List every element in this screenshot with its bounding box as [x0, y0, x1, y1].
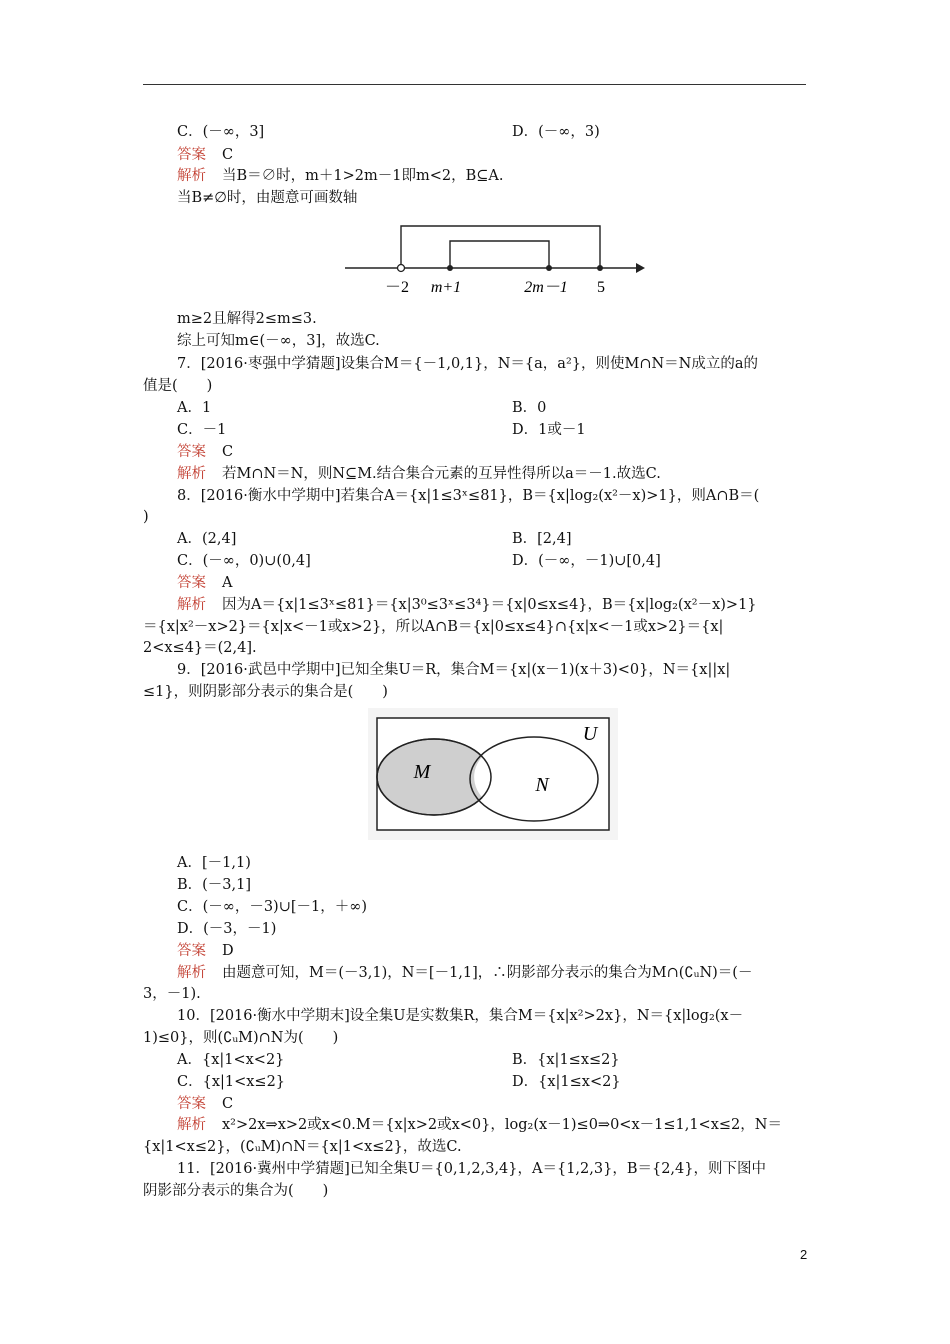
q8-option-d: D．(－∞，－1)∪[0,4]	[512, 553, 661, 569]
q8-analysis-2: ＝{x|x²－x>2}＝{x|x<－1或x>2}，所以A∩B＝{x|0≤x≤4}∩{x|x<－1或x>2}＝{x|	[143, 619, 724, 635]
axis-label-3: 2m－1	[524, 279, 568, 296]
q9-option-a: A．[－1,1)	[177, 855, 251, 871]
analysis-text: 由题意可知，M＝(－3,1)，N＝[－1,1]，∴阴影部分表示的集合为M∩(∁ᵤN)＝(－	[222, 965, 753, 981]
q7-option-d: D．1或－1	[512, 422, 586, 438]
answer-label: 答案	[177, 444, 206, 460]
q6-analysis-3: m≥2且解得2≤m≤3.	[177, 311, 317, 327]
q6-option-c: C．(－∞，3]	[177, 124, 265, 140]
point-m-plus-1	[447, 265, 453, 271]
q9-stem-2: ≤1}，则阴影部分表示的集合是( )	[143, 684, 388, 700]
axis-label-2: m+1	[430, 279, 462, 296]
q7-analysis	[177, 464, 661, 484]
analysis-text: x²>2x⇒x>2或x<0.M＝{x|x>2或x<0}，log₂(x－1)≤0⇒0<x－1≤1,1<x≤2，N＝	[222, 1117, 782, 1133]
q6-answer	[177, 145, 233, 165]
q7-option-a: A．1	[177, 400, 212, 416]
q10-option-a: A．{x|1<x<2}	[177, 1052, 285, 1068]
axis-label-1: －2	[384, 279, 410, 296]
page-number: 2	[800, 1247, 808, 1262]
q8-answer	[177, 573, 232, 593]
q10-option-d: D．{x|1≤x<2}	[512, 1074, 621, 1090]
point-2m-minus-1	[546, 265, 552, 271]
q9-answer	[177, 941, 234, 961]
q8-option-a: A．(2,4]	[177, 531, 237, 547]
answer-label: 答案	[177, 147, 206, 163]
answer-value: C	[222, 147, 234, 163]
q8-stem-2: )	[143, 509, 149, 525]
q6-analysis-2: 当B≠∅时，由题意可画数轴	[177, 190, 358, 206]
analysis-text: 因为A＝{x|1≤3ˣ≤81}＝{x|3⁰≤3ˣ≤3⁴}＝{x|0≤x≤4}，B＝{x|log₂(x²－x)>1}	[222, 597, 757, 613]
answer-value: C	[222, 444, 234, 460]
axis-label-4: 5	[597, 279, 605, 296]
answer-value: C	[222, 1096, 234, 1112]
open-point	[398, 265, 405, 272]
analysis-label: 解析	[177, 168, 206, 184]
q9-analysis-1	[177, 963, 752, 983]
q9-option-d: D．(－3，－1)	[177, 921, 277, 937]
q7-stem-2: 值是( )	[143, 378, 213, 394]
q8-option-b: B．[2,4]	[512, 531, 572, 547]
answer-value: D	[222, 943, 234, 959]
q10-option-c: C．{x|1<x≤2}	[177, 1074, 286, 1090]
answer-value: A	[222, 575, 233, 591]
q10-stem-2: 1)≤0}，则(∁ᵤM)∩N为( )	[143, 1030, 339, 1046]
q10-answer	[177, 1094, 233, 1114]
answer-label: 答案	[177, 1096, 206, 1112]
analysis-label: 解析	[177, 1117, 206, 1133]
q8-option-c: C．(－∞，0)∪(0,4]	[177, 553, 311, 569]
q7-answer	[177, 442, 233, 462]
q11-stem-1: 11．[2016·冀州中学猜题]已知全集U＝{0,1,2,3,4}，A＝{1,2,3}，B＝{2,4}，则下图中	[177, 1161, 766, 1177]
analysis-label: 解析	[177, 466, 206, 482]
q8-analysis-1	[177, 595, 757, 615]
q9-stem-1: 9．[2016·武邑中学期中]已知全集U＝R，集合M＝{x|(x－1)(x＋3)<0}，N＝{x||x|	[177, 662, 731, 678]
q10-analysis-1	[177, 1115, 782, 1135]
label-n: N	[535, 774, 549, 796]
q9-analysis-2: 3，－1).	[143, 986, 201, 1002]
q10-option-b: B．{x|1≤x≤2}	[512, 1052, 620, 1068]
q6-analysis-1	[177, 166, 504, 186]
analysis-text: 若M∩N＝N，则N⊆M.结合集合元素的互异性得所以a＝－1.故选C.	[222, 466, 661, 482]
header-rule	[143, 84, 806, 85]
answer-label: 答案	[177, 575, 206, 591]
q8-stem-1: 8．[2016·衡水中学期中]若集合A＝{x|1≤3ˣ≤81}，B＝{x|log₂(x²－x)>1}，则A∩B＝(	[177, 488, 760, 504]
label-m: M	[413, 761, 431, 783]
point-5	[597, 265, 603, 271]
analysis-text: 当B＝∅时，m＋1>2m－1即m<2，B⊆A.	[222, 168, 504, 184]
venn-diagram-figure	[368, 708, 618, 840]
q7-stem-1: 7．[2016·枣强中学猜题]设集合M＝{－1,0,1}，N＝{a，a²}，则使M∩N＝N成立的a的	[177, 356, 758, 372]
q7-option-b: B．0	[512, 400, 547, 416]
answer-label: 答案	[177, 943, 206, 959]
q6-option-d: D．(－∞，3)	[512, 124, 600, 140]
q9-option-c: C．(－∞，－3)∪[－1，＋∞)	[177, 899, 367, 915]
q8-analysis-3: 2<x≤4}＝(2,4].	[143, 640, 257, 656]
label-u: U	[582, 723, 598, 745]
q9-option-b: B．(－3,1]	[177, 877, 252, 893]
q11-stem-2: 阴影部分表示的集合为( )	[143, 1183, 329, 1199]
q6-analysis-4: 综上可知m∈(－∞，3]，故选C.	[177, 333, 380, 349]
number-line-figure	[340, 212, 650, 304]
analysis-label: 解析	[177, 597, 206, 613]
q7-option-c: C．－1	[177, 422, 227, 438]
analysis-label: 解析	[177, 965, 206, 981]
q10-stem-1: 10．[2016·衡水中学期末]设全集U是实数集R，集合M＝{x|x²>2x}，N＝{x|log₂(x－	[177, 1008, 744, 1024]
q10-analysis-2: {x|1<x≤2}，(∁ᵤM)∩N＝{x|1<x≤2}，故选C.	[143, 1139, 462, 1155]
